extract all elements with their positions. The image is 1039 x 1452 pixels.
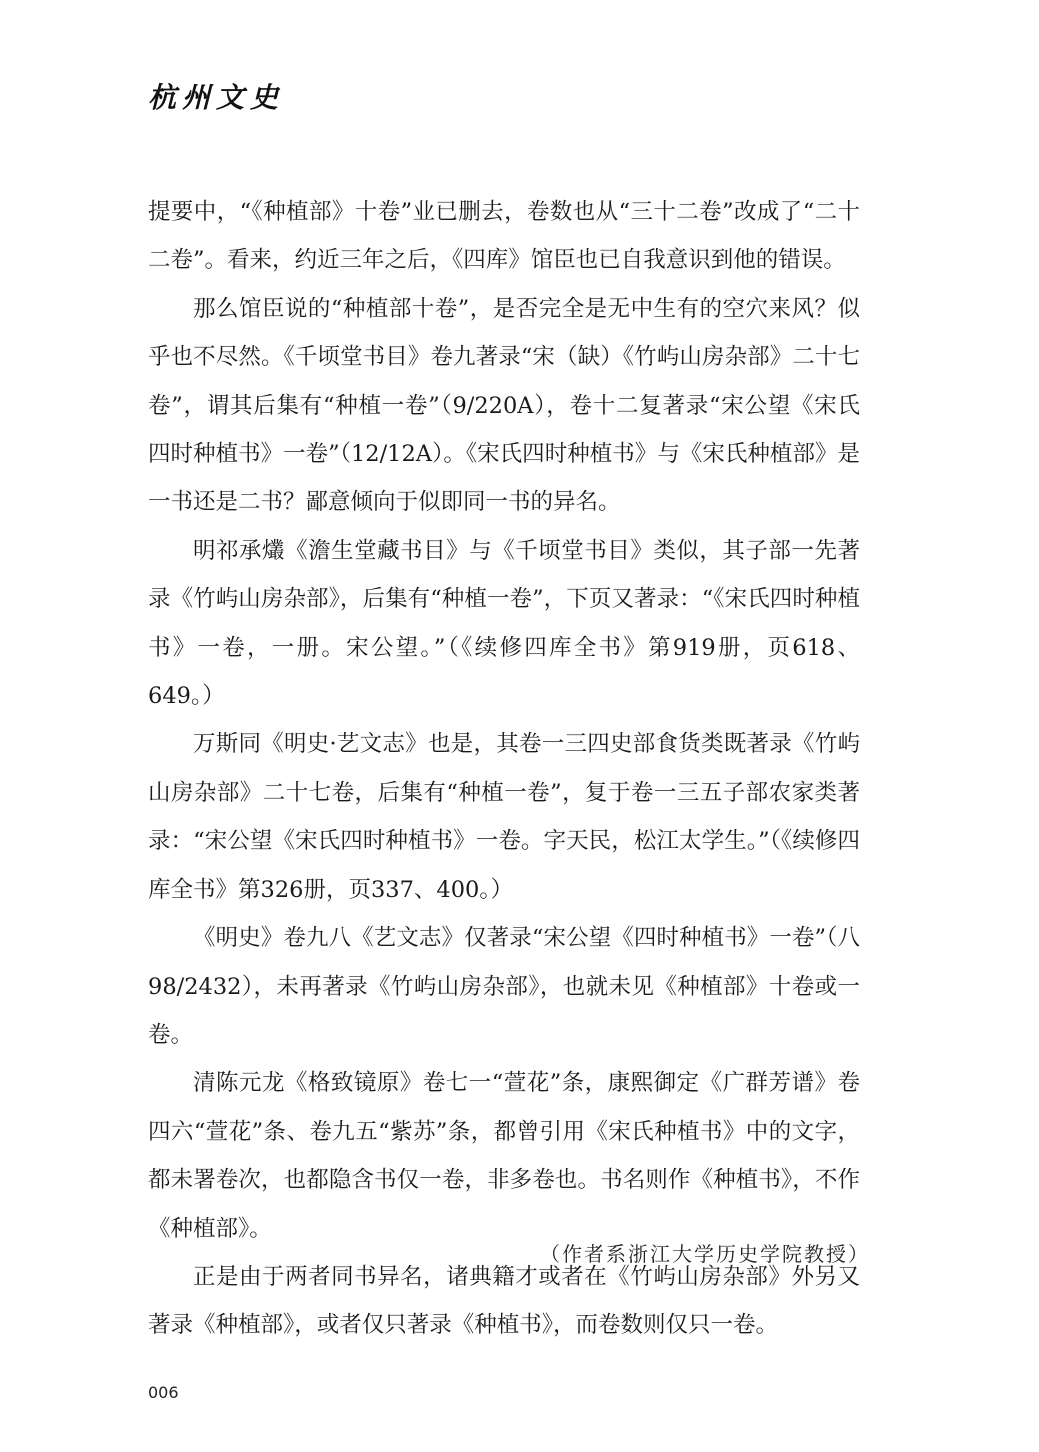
page-number: 006 (148, 1383, 179, 1402)
paragraph-continued: 提要中，“《种植部》十卷”业已删去，卷数也从“三十二卷”改成了“二十二卷”。看来，约近三年之后，《四库》馆臣也已自我意识到他的错误。 (148, 199, 860, 274)
article-body (148, 188, 870, 1350)
paragraph: 《明史》卷九八《艺文志》仅著录“宋公望《四时种植书》一卷”（八98/2432），未再著录《竹屿山房杂部》，也就未见《种植部》十卷或一卷。 (148, 925, 860, 1048)
paragraph: 那么馆臣说的“种植部十卷”，是否完全是无中生有的空穴来风？似乎也不尽然。《千顷堂书目》卷九著录“宋（缺）《竹屿山房杂部》二十七卷”，谓其后集有“种植一卷”（9/220A），卷十二复著录“宋公望《宋氏四时种植书》一卷”（12/12A）。《宋氏四时种植书》与《宋氏种植部》是一书还是二书？鄙意倾向于似即同一书的异名。 (148, 295, 860, 516)
running-head-title: 杭州文史 (148, 81, 285, 114)
paragraph: 明祁承爜《澹生堂藏书目》与《千顷堂书目》类似，其子部一先著录《竹屿山房杂部》，后集有“种植一卷”，下页又著录：“《宋氏四时种植书》一卷，一册。宋公望。”（《续修四库全书》第919册，页618、649。） (148, 537, 860, 710)
paragraph: 清陈元龙《格致镜原》卷七一“萱花”条，康熙御定《广群芳谱》卷四六“萱花”条、卷九五“紫苏”条，都曾引用《宋氏种植书》中的文字，都未署卷次，也都隐含书仅一卷，非多卷也。书名则作《种植书》，不作《种植部》。 (148, 1070, 860, 1242)
author-affiliation-note: （作者系浙江大学历史学院教授） (540, 1242, 870, 1266)
paragraph: 正是由于两者同书异名，诸典籍才或者在《竹屿山房杂部》外另又著录《种植部》，或者仅只著录《种植书》，而卷数则仅只一卷。 (148, 1263, 860, 1339)
paragraph: 万斯同《明史·艺文志》也是，其卷一三四史部食货类既著录《竹屿山房杂部》二十七卷，后集有“种植一卷”，复于卷一三五子部农家类著录：“宋公望《宋氏四时种植书》一卷。字天民，松江太学生。”（《续修四库全书》第326册，页337、400。） (148, 731, 860, 903)
